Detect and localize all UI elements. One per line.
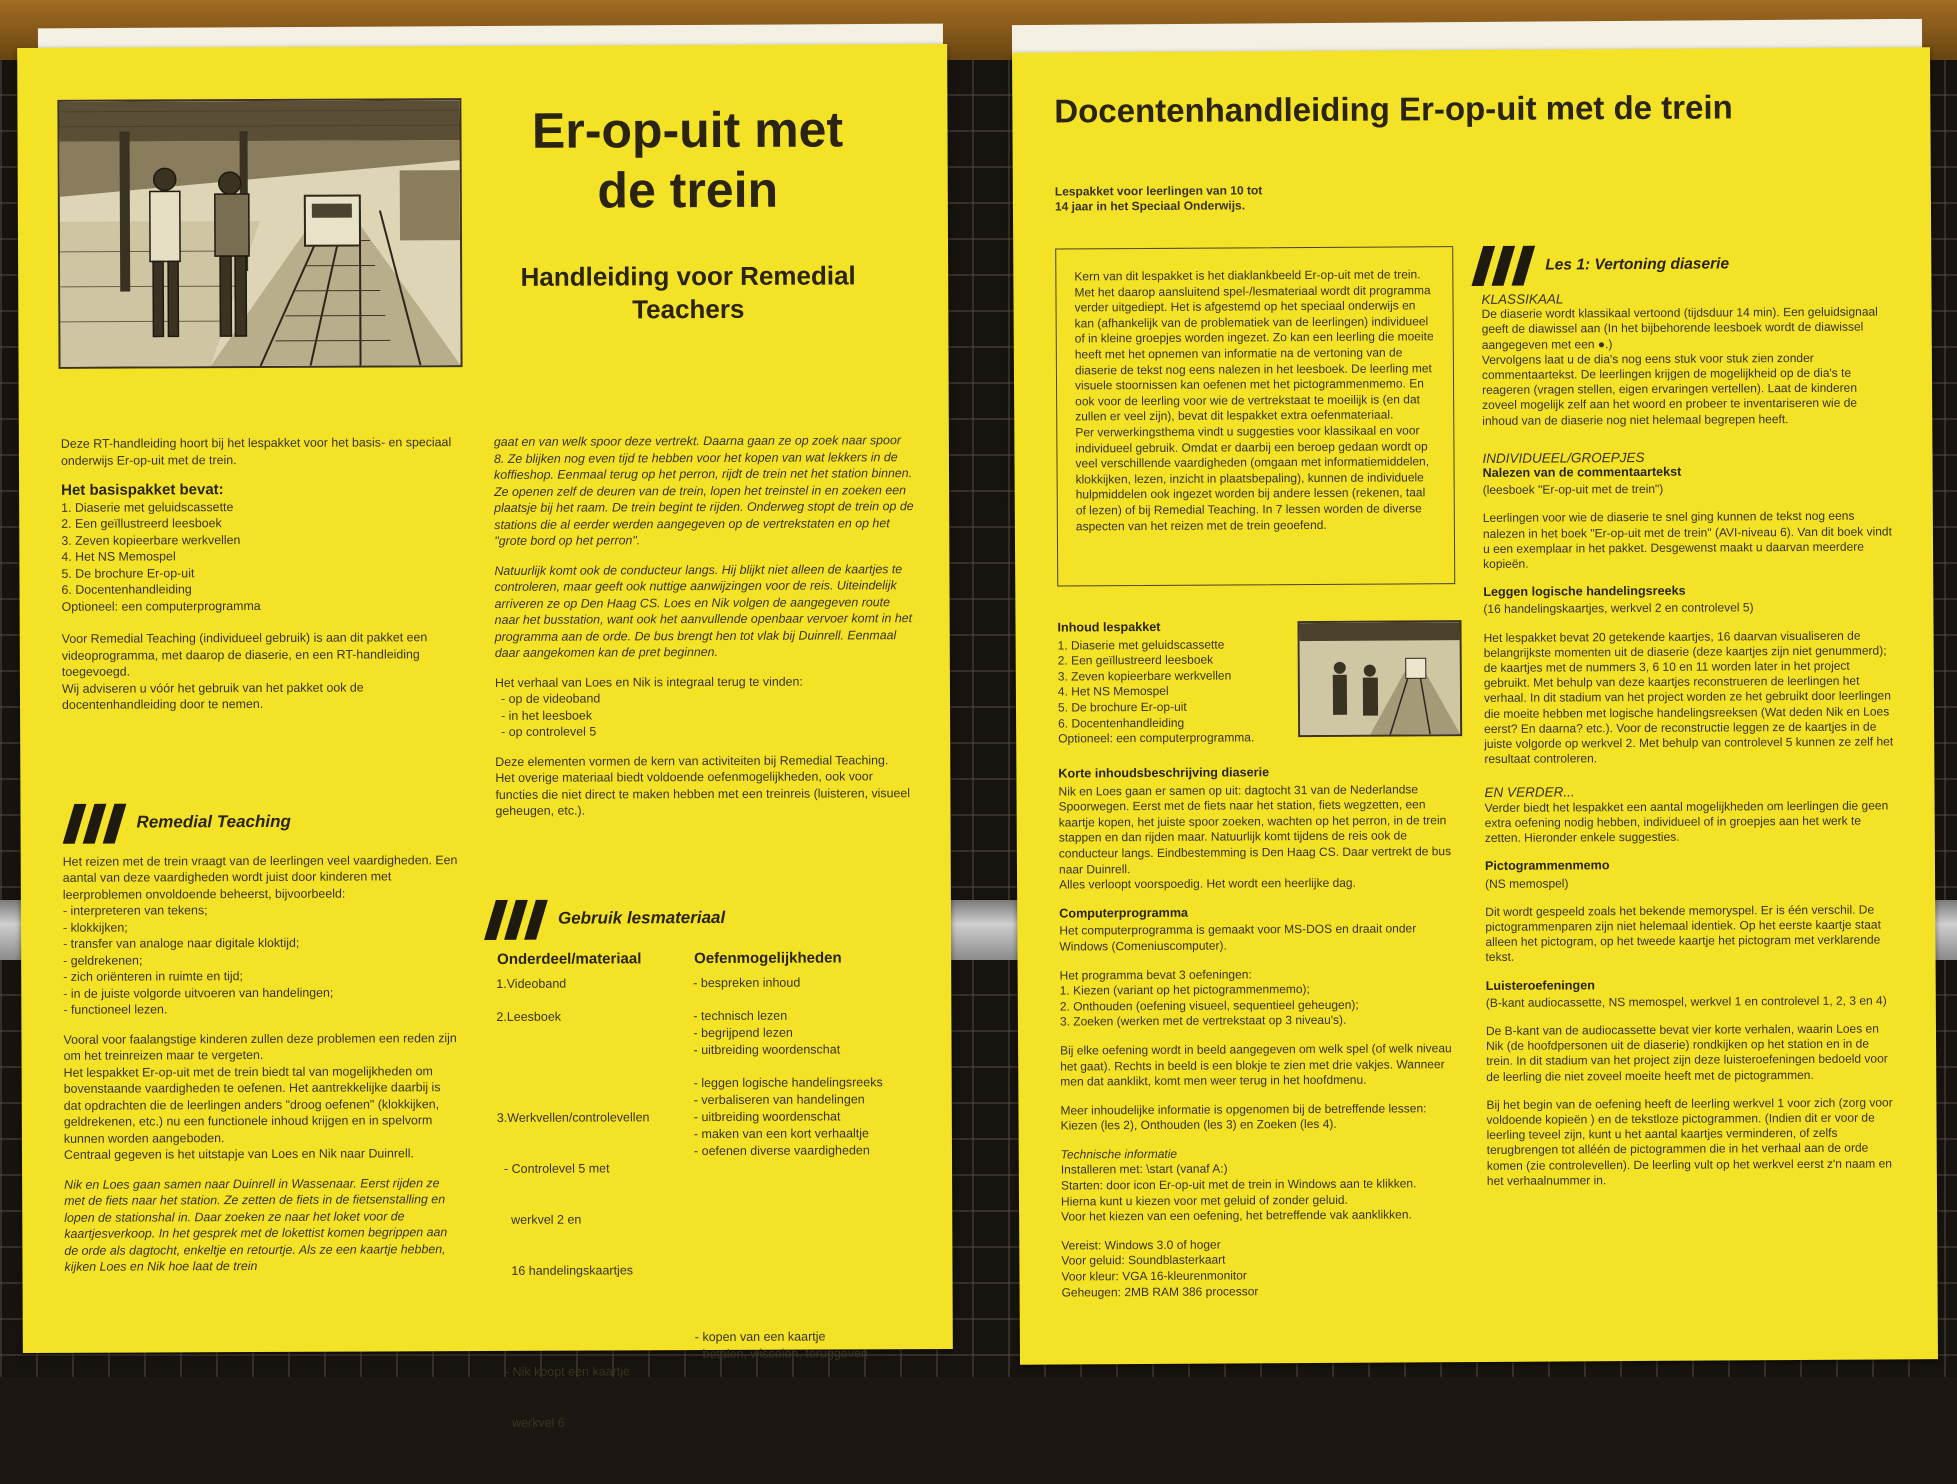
- list-item: 6. Docentenhandleiding: [61, 580, 456, 598]
- right-column: [1481, 243, 1897, 1201]
- rt-handbook-page: [17, 44, 953, 1353]
- list-item: Geheugen: 2MB RAM 386 processor: [1062, 1283, 1462, 1301]
- list-item: 6. Docentenhandleiding: [1058, 715, 1288, 732]
- list-item: - op controlevel 5: [501, 722, 915, 740]
- cell-line: werkvel 2 en: [497, 1211, 694, 1229]
- teacher-guide-page: [1012, 47, 1938, 1365]
- intro-text: Deze RT-handleiding hoort bij het lespakket voor het basis- en speciaal onderwijs Er-op-uit met de trein.: [61, 434, 456, 469]
- list-item: Starten: door icon Er-op-uit met de trein in Windows aan te klikken.: [1061, 1176, 1461, 1194]
- list-item: 3. Zeven kopieerbare werkvellen: [61, 531, 456, 549]
- basis-heading: Het basispakket bevat:: [61, 481, 456, 499]
- cell-line: - Nik koopt een kaartje: [498, 1363, 695, 1381]
- table-cell: [693, 974, 882, 1008]
- picto-text: Dit wordt gespeeld zoals het bekende memoryspel. Er is één verschil. De pictogrammenparen zijn niet helemaal identiek. Op het eerste kaartje staat alleen het pictogram, op het tweede kaartje het pictogram met verklarende tekst.: [1485, 902, 1895, 965]
- list-item: 2. Onthouden (oefening visueel, sequentieel geheugen);: [1060, 997, 1460, 1015]
- rt-video-text: Voor Remedial Teaching (individueel gebruik) is aan dit pakket een videoprogramma, met daarop de diaserie, en een RT-handleiding toegevoegd.: [62, 629, 457, 680]
- list-item: 5. De brochure Er-op-uit: [1058, 699, 1288, 716]
- overig-text: Het overige materiaal biedt voldoende oefenmogelijkheden, ook voor functies die niet direct te maken hebben met een treinreis (luisteren, visueel geheugen, etc.).: [495, 768, 915, 819]
- leggen-heading: Leggen logische handelingsreeks: [1483, 583, 1893, 601]
- inhoud-section: [1057, 619, 1288, 747]
- list-item: 4. Het NS Memospel: [61, 547, 456, 565]
- list-item: 1. Diaserie met geluidscassette: [61, 498, 456, 516]
- korte-text: Nik en Loes gaan er samen op uit: dagtocht 31 van de Nederlandse Spoorwegen. Eerst met de fiets naar het station, fiets wegzetten, een kaartje kopen, het juiste spoor zoeken, wachten op het perron, in de trein stappen en dan rijden maar. Natuurlijk komt tijdens de reis ook de conducteur langs. Eindbestemming is Den Haag CS. Daar vertrekt de bus naar Duinrell.: [1058, 782, 1459, 878]
- page-subtitle: Lespakket voor leerlingen van 10 tot 14 jaar in het Speciaal Onderwijs.: [1055, 183, 1265, 214]
- rt-paragraph: Centraal gegeven is het uitstapje van Loes en Nik naar Duinrell.: [64, 1145, 459, 1163]
- cell-line: 2.Leesboek: [496, 1008, 693, 1026]
- terug-intro: Het verhaal van Loes en Nik is integraal terug te vinden:: [495, 673, 915, 691]
- cell-line: - maken van een kort verhaaltje: [694, 1125, 883, 1143]
- list-item: Optioneel: een computerprogramma.: [1058, 730, 1288, 747]
- stripes-icon: [484, 899, 548, 939]
- list-item: Voor geluid: Soundblasterkaart: [1061, 1252, 1461, 1270]
- les-heading: Les 1: Vertoning diaserie: [1545, 257, 1729, 273]
- list-item: Vereist: Windows 3.0 of hoger: [1061, 1236, 1461, 1254]
- column-header: Oefenmogelijkheden: [693, 948, 882, 975]
- tech-list: [1061, 1161, 1461, 1226]
- cell-line: - technisch lezen: [693, 1007, 882, 1025]
- page-title: Docentenhandleiding Er-op-uit met de trein: [1054, 87, 1904, 130]
- rt-paragraph: Vooral voor faalangstige kinderen zullen deze problemen een reden zijn om het treinreizen maar te vergeten.: [63, 1030, 458, 1065]
- picto-sub: (NS memospel): [1485, 874, 1895, 892]
- table-cell: [693, 1007, 882, 1075]
- list-item: - geldrekenen;: [63, 951, 458, 969]
- list-item: - in het leesboek: [501, 706, 915, 724]
- tech-heading: Technische informatie: [1061, 1145, 1461, 1163]
- column-header: Onderdeel/materiaal: [496, 949, 693, 976]
- table-cell: [496, 1008, 693, 1076]
- list-item: 2. Een geïllustreerd leesboek: [1058, 652, 1288, 669]
- list-item: 2. Een geïllustreerd leesboek: [61, 514, 456, 532]
- rt-section-header: [62, 802, 457, 844]
- stripes-icon: [1471, 246, 1535, 286]
- korte-text: Alles verloopt voorspoedig. Het wordt een heerlijke dag.: [1059, 875, 1459, 893]
- list-item: Installeren met: \start (vanaf A:): [1061, 1161, 1461, 1179]
- table-row: [496, 974, 882, 1009]
- station-illustration: [57, 98, 462, 369]
- left-column: [61, 434, 460, 1275]
- right-column: [494, 432, 919, 1481]
- les-section-header: [1471, 243, 1891, 286]
- table-cell: [498, 1329, 696, 1482]
- cell-line: - kopen van een kaartje: [695, 1328, 884, 1346]
- rt-intro: Het reizen met de trein vraagt van de leerlingen veel vaardigheden. Een aantal van deze vaardigheden wordt juist door kinderen met leerproblemen onvoldoende beheerst, bijvoorbeeld:: [63, 852, 458, 903]
- station-photo-thumbnail: [1297, 620, 1462, 737]
- table-cell: [497, 1075, 695, 1330]
- story-text: gaat en van welk spoor deze vertrekt. Daarna gaan ze op zoek naar spoor 8. Ze blijken nog even tijd te hebben voor het kopen van wat lekkers in de koffieshop. Eenmaal terug op het perron, rijdt de trein net het station binnen. Ze openen zelf de deuren van de trein, lopen het treinstel in en zoeken een plaatsje bij het raam. De trein begint te rijden. Onderweg stopt de trein op de stations die al eerder werden aangegeven op de vertrekstaten en op het "grote bord op het perron".: [494, 432, 914, 549]
- cell-line: 16 handelingskaartjes: [497, 1262, 694, 1280]
- list-item: - klokkijken;: [63, 918, 458, 936]
- list-item: 1. Kiezen (variant op het pictogrammenmemo);: [1060, 981, 1460, 999]
- cell-line: - Controlevel 5 met: [497, 1160, 694, 1178]
- gebruik-heading: Gebruik lesmateriaal: [558, 910, 725, 927]
- luister-heading: Luisteroefeningen: [1486, 976, 1896, 994]
- cell-line: - begrijpend lezen: [693, 1024, 882, 1042]
- advice-text: Wij adviseren u vóór het gebruik van het pakket ook de docentenhandleiding door te nemen.: [62, 679, 457, 714]
- story-text: Nik en Loes gaan samen naar Duinrell in Wassenaar. Eerst rijden ze met de fiets naar het station. Ze zetten de fiets in de fietsenstalling en lopen de stationshal in. Daar zoeken ze naar het loket voor de kaartjesverkoop. In het gesprek met de lokettist komen begrippen aan de orde als dagtocht, enkeltje en retourtje. Als ze een kaartje hebben, kijken Loes en Nik hoe laat de trein: [64, 1175, 459, 1276]
- cell-line: 1.Videoband: [496, 975, 693, 993]
- luister-sub: (B-kant audiocassette, NS memospel, werkvel 1 en controlevel 1, 2, 3 en 4): [1486, 993, 1896, 1011]
- leggen-sub: (16 handelingskaartjes, werkvel 2 en controlevel 5): [1483, 600, 1893, 618]
- computer-text: Het computerprogramma is gemaakt voor MS-DOS en draait onder Windows (Comeniuscomputer).: [1059, 921, 1459, 955]
- picto-heading: Pictogrammenmemo: [1485, 857, 1895, 875]
- material-table: [496, 948, 884, 1482]
- computer-intro: Het programma bevat 3 oefeningen:: [1060, 966, 1460, 984]
- leggen-text: Het lespakket bevat 20 getekende kaartjes, 16 daarvan visualiseren de belangrijkste momenten uit de diaserie (deze kaartjes zijn niet genummerd); de kaartjes met de nummers 3, 6 10 en 11 worden later in het project gebruikt. Met behulp van deze kaartjes reconstrueren de leerlingen het verhaal. In dit stadium van het project worden ze het gebruikt door leerlingen die moeite hebben met logische handelingsreeksen (Wat deden Nik en Loes eerst? En daarna? etc.). Voor de reconstructie leggen ze de kaartjes in de juiste volgorde op werkvel 2. Met behulp van controlevel 5 kunnen ze zelf het resultaat controleren.: [1484, 628, 1895, 767]
- list-item: - zich oriënteren in ruimte en tijd;: [63, 967, 458, 985]
- list-item: 4. Het NS Memospel: [1058, 684, 1288, 701]
- table-row: [497, 1074, 884, 1330]
- rt-heading: Remedial Teaching: [137, 814, 291, 831]
- table-cell: [695, 1328, 885, 1481]
- cell-line: - uitbreiding woordenschat: [694, 1108, 883, 1126]
- individueel-label: INDIVIDUEEL/GROEPJES: [1482, 448, 1892, 466]
- cell-line: - bespreken inhoud: [693, 974, 882, 992]
- rt-skills-list: [63, 901, 459, 1018]
- inhoud-heading: Inhoud lespakket: [1057, 619, 1287, 636]
- computer-list: [1060, 981, 1460, 1030]
- cell-line: werkvel 6: [498, 1414, 695, 1432]
- luister-text: Bij het begin van de oefening heeft de leerling werkvel 1 voor zich (zorg voor voldoende kopieën ) en de tekstloze pictogrammen. (Indien dit er voor de leerling teveel zijn, kunt u het aantal kaartjes verminderen, of zelfs terugbrengen tot alléén de pictogrammen die in het verhaal aan de orde komen (zie controlevellen). De leerling vult op het werkvel eerst z'n naam en het verhaalnummer in.: [1486, 1095, 1897, 1189]
- requirements-list: [1061, 1236, 1461, 1301]
- nalezen-heading: Nalezen van de commentaartekst: [1483, 463, 1893, 481]
- stripes-icon: [62, 803, 126, 843]
- verder-label: EN VERDER...: [1484, 783, 1894, 801]
- list-item: - in de juiste volgorde uitvoeren van handelingen;: [63, 984, 458, 1002]
- list-item: 1. Diaserie met geluidscassette: [1058, 637, 1288, 654]
- inhoud-list: [1058, 637, 1289, 748]
- computer-text: Meer inhoudelijke informatie is opgenomen bij de betreffende lessen: Kiezen (les 2), Onthouden (les 3) en Zoeken (les 4).: [1060, 1101, 1460, 1135]
- lower-left-column: [1058, 764, 1461, 1301]
- rt-paragraph: Het lespakket Er-op-uit met de trein biedt tal van mogelijkheden om bovenstaande vaardigheden te oefenen. Het aantrekkelijke daarbij is dat opdrachten die de leerlingen anders "droog oefenen" (klokkijken, geldrekenen, etc.) nu een functionele inhoud krijgen en in spelvorm kunnen worden aangeboden.: [64, 1063, 459, 1147]
- table-row: [498, 1328, 885, 1482]
- cell-line: - betalen, wisselen, teruggeven: [695, 1345, 884, 1363]
- page-title: Er-op-uit met de trein: [497, 99, 878, 221]
- nalezen-text: Leerlingen voor wie de diaserie te snel ging kunnen de tekst nog eens nalezen in het boek "Er-op-uit met de trein" (AVI-niveau 6). Van dit boek vindt u een exemplaar in het pakket. Desgewenst maakt u daarvan meerdere kopieën.: [1483, 509, 1893, 572]
- gebruik-section-header: [484, 898, 916, 940]
- cell-line: - leggen logische handelingsreeks: [694, 1074, 883, 1092]
- cell-line: - verbaliseren van handelingen: [694, 1091, 883, 1109]
- computer-heading: Computerprogramma: [1059, 904, 1459, 922]
- computer-text: Bij elke oefening wordt in beeld aangegeven om welk spel (of welk niveau het gaat). Rechts in beeld is een blokje te zien met drie vakjes. Wanneer men dat aanklikt, komt men weer terug in het hoofdmenu.: [1060, 1041, 1460, 1090]
- list-item: Voor het kiezen van een oefening, het betreffende vak aanklikken.: [1061, 1207, 1461, 1225]
- list-item: 3. Zoeken (werken met de vertrekstaat op 3 niveau's).: [1060, 1012, 1460, 1030]
- klassikaal-text: De diaserie wordt klassikaal vertoond (tijdsduur 14 min). Een geluidsignaal geeft de diawissel aan (In het bijbehorende leesboek wordt de diawissel aangegeven met een ●.): [1482, 305, 1892, 353]
- basis-list: [61, 498, 457, 615]
- page-subtitle: Handleiding voor Remedial Teachers: [488, 259, 888, 327]
- kern-text: Deze elementen vormen de kern van activiteiten bij Remedial Teaching.: [495, 752, 915, 770]
- table-header-row: [496, 948, 882, 976]
- list-item: - op de videoband: [501, 689, 915, 707]
- intro-box-text: [1074, 267, 1436, 534]
- list-item: 5. De brochure Er-op-uit: [61, 564, 456, 582]
- table-cell: [496, 975, 693, 1009]
- list-item: - interpreteren van tekens;: [63, 901, 458, 919]
- cell-line: 3.Werkvellen/controlevellen: [497, 1109, 694, 1127]
- nalezen-sub: (leesboek "Er-op-uit met de trein"): [1483, 481, 1893, 499]
- klassikaal-text: Vervolgens laat u de dia's nog eens stuk voor stuk zien zonder commentaartekst. De leerlingen krijgen de mogelijkheid op de dia's te reageren (vragen stellen, eigen ervaringen vertellen). Laat de kinderen zoveel mogelijk zelf aan het woord en probeer te inventariseren wie de inhoud van de diaserie nog niet helemaal begrepen heeft.: [1482, 350, 1892, 429]
- luister-text: De B-kant van de audiocassette bevat vier korte verhalen, waarin Loes en Nik (de hoofdpersonen uit de diaserie) rondkijken op het station en in de trein. In dit stadium van het project zijn deze luisteroefeningen bedoeld voor de leerling die niet zoveel moeite heeft met de pictogrammen.: [1486, 1021, 1896, 1084]
- list-item: - functioneel lezen.: [63, 1000, 458, 1018]
- story-text: Natuurlijk komt ook de conducteur langs. Hij blijkt niet alleen de kaartjes te controleren, maar geeft ook nuttige aanwijzingen voor de reis. Uiteindelijk arriveren ze op Den Haag CS. Loes en Nik volgen de aangegeven route naar het busstation, want ook het aanvullende openbaar vervoer komt in het programma aan de orde. De bus brengt hen tot vlak bij Duinrell. Eenmaal daar aangekomen kan de pret beginnen.: [494, 561, 914, 662]
- cell-line: - oefenen diverse vaardigheden: [694, 1142, 883, 1160]
- cell-line: - uitbreiding woordenschat: [693, 1041, 882, 1059]
- list-item: Optioneel: een computerprogramma: [62, 597, 457, 615]
- klassikaal-label: KLASSIKAAL: [1481, 289, 1891, 307]
- list-item: Hierna kunt u kiezen voor met geluid of zonder geluid.: [1061, 1192, 1461, 1210]
- verder-text: Verder biedt het lespakket een aantal mogelijkheden om leerlingen die geen extra oefening nodig hebben, individueel of in groepjes aan het werk te zetten. Hieronder enkele suggesties.: [1485, 798, 1895, 846]
- box-paragraph: Kern van dit lespakket is het diaklankbeeld Er-op-uit met de trein. Met het daarop aansluitend spel-/lesmateriaal wordt dit programma verder uitgediept. Het is afgestemd op het speciaal onderwijs en kan (afhankelijk van de problematiek van de leerlingen) individueel of in kleine groepjes worden ingezet. Zo kan een leerling die moeite heeft met het opnemen van informatie na de vertoning van de diaserie de tekst nog eens nalezen in het leesboek. De leerling met visuele stoornissen kan oefenen met het pictogrammenmemo. En ook voor de leerling voor wie de vertrekstaat te moeilijk is (en dat zullen er veel zijn), bevat dit lespakket extra oefenmateriaal.: [1074, 267, 1435, 425]
- intro-box: [1055, 246, 1455, 586]
- list-item: - transfer van analoge naar digitale kloktijd;: [63, 934, 458, 952]
- list-item: 3. Zeven kopieerbare werkvellen: [1058, 668, 1288, 685]
- korte-heading: Korte inhoudsbeschrijving diaserie: [1058, 764, 1458, 782]
- table-row: [496, 1007, 882, 1076]
- table-cell: [694, 1074, 884, 1329]
- list-item: Voor kleur: VGA 16-kleurenmonitor: [1061, 1267, 1461, 1285]
- box-paragraph: Per verwerkingsthema vindt u suggesties voor klassikaal en voor individueel gebruik. Omdat er daarbij een beroep gedaan wordt op veel verschillende vaardigheden (omgaan met informatiemiddelen, klokkijken, lezen, inzicht in plaatsbepaling), kunnen de individuele hulpmiddelen ook ingezet worden bij andere lessen (rekenen, taal of lezen) of bij Remedial Teaching. In 7 lessen worden de diverse aspecten van het reizen met de trein geoefend.: [1075, 423, 1436, 534]
- terug-list: [495, 689, 915, 740]
